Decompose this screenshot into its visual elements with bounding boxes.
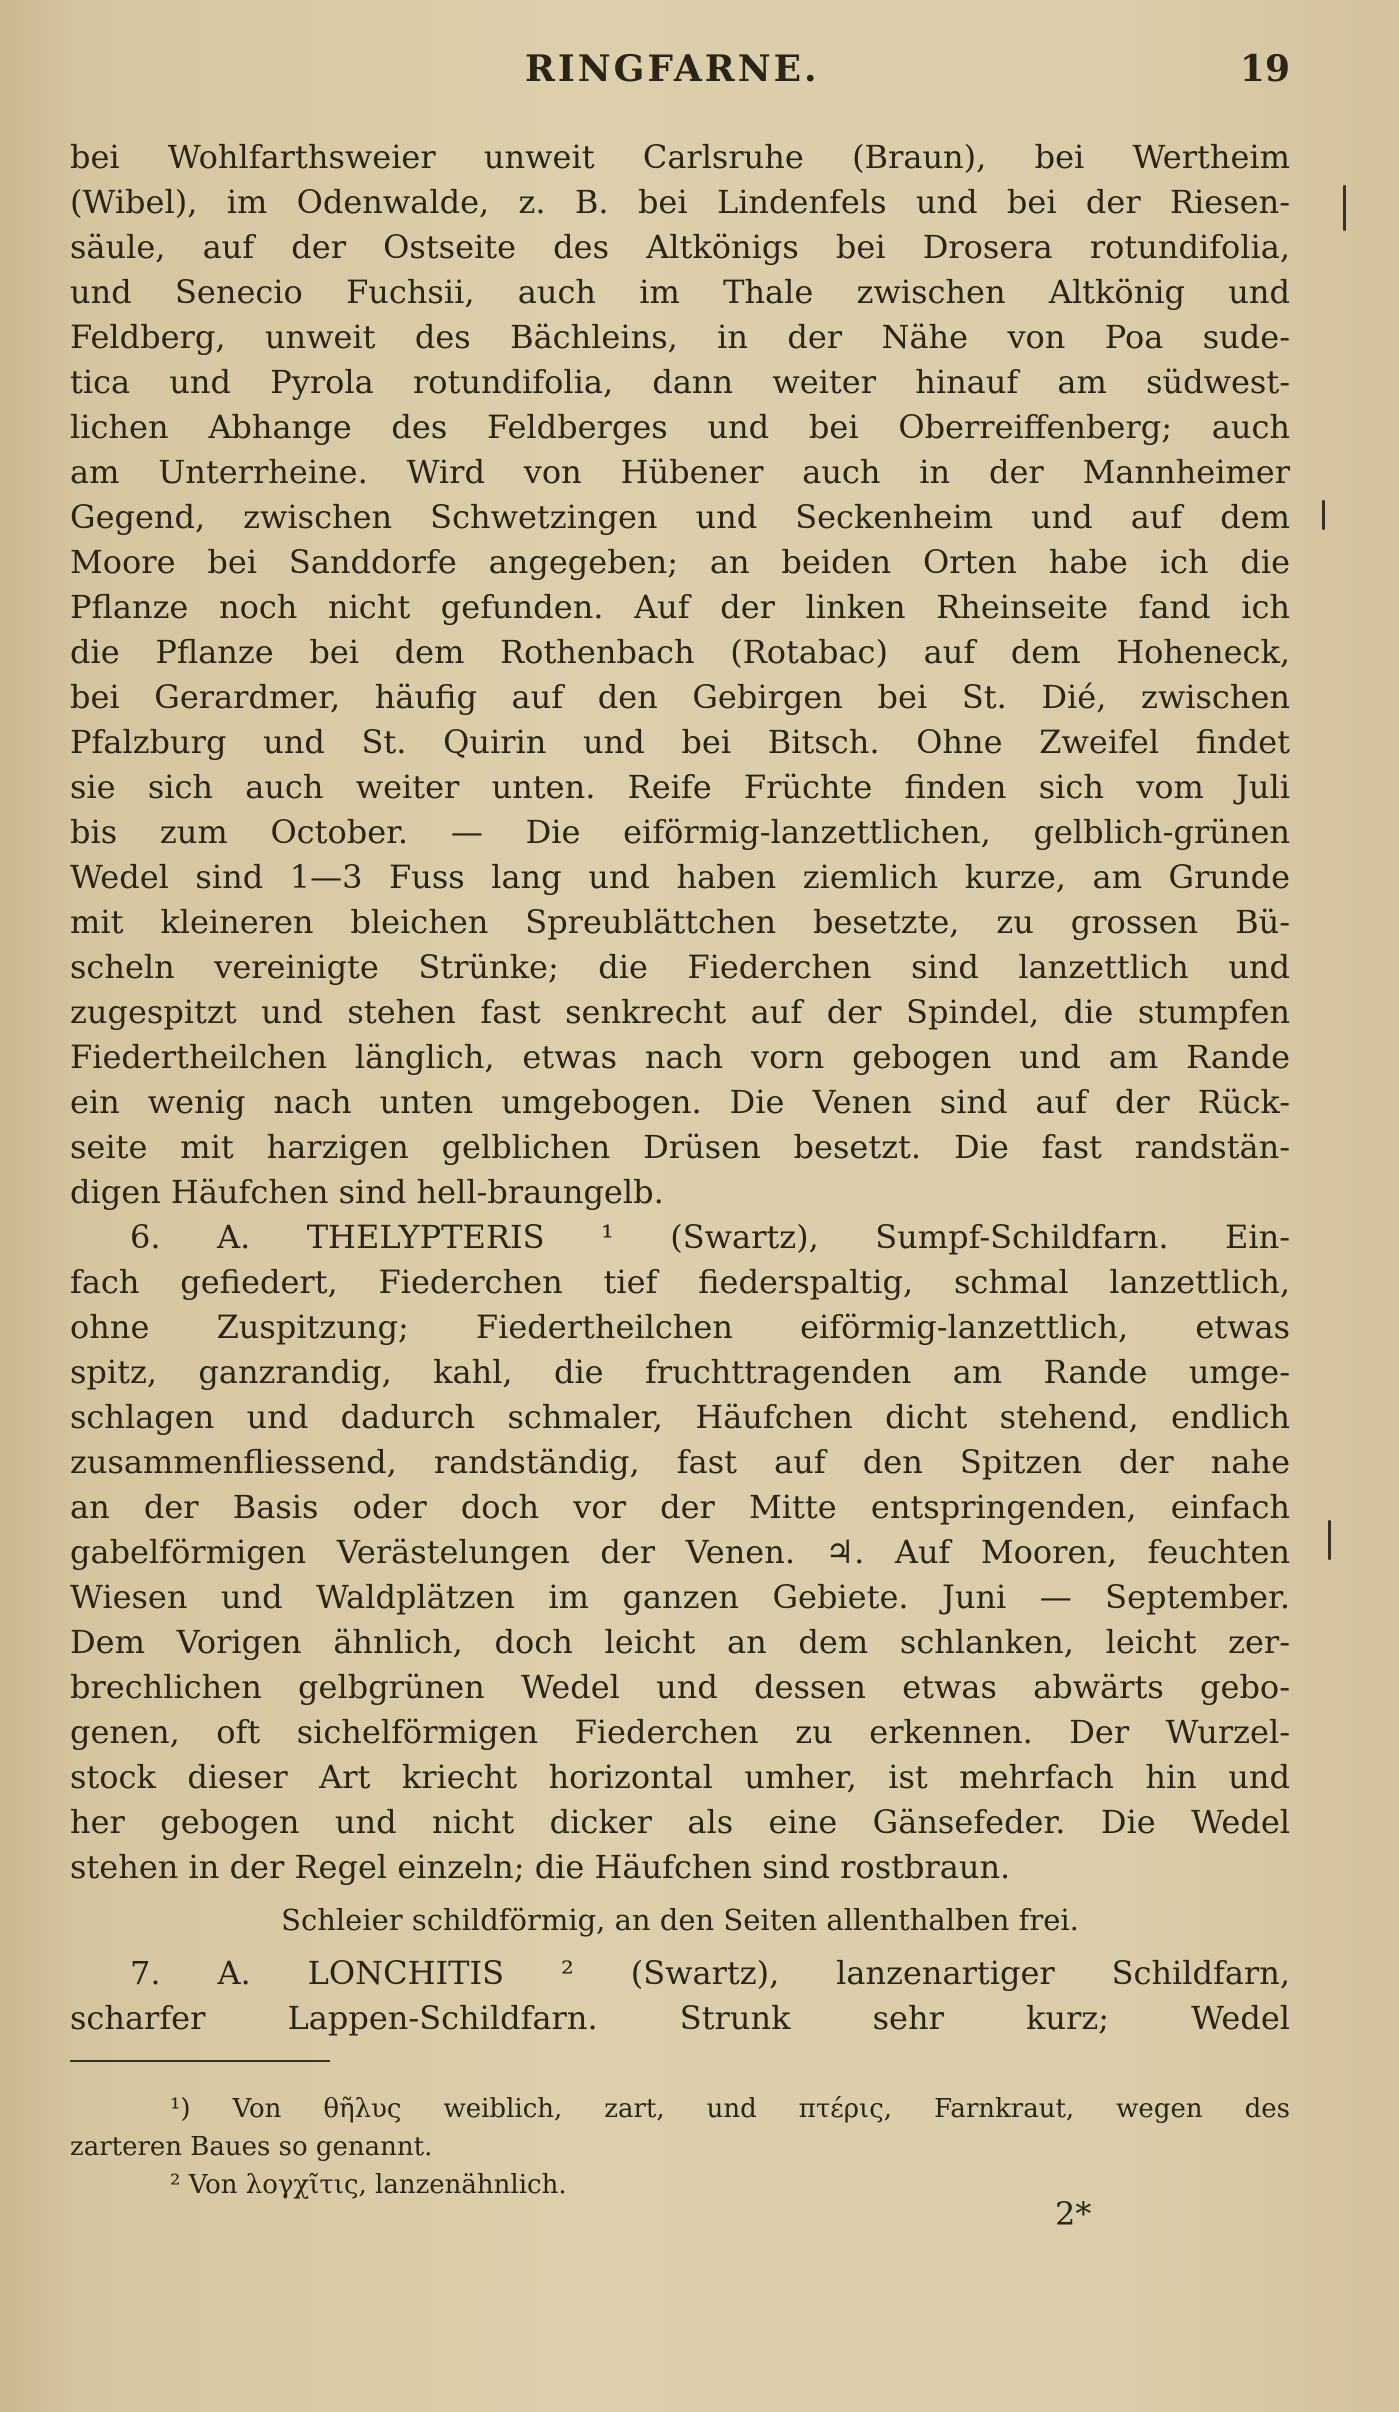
text-line: mit kleineren bleichen Spreublättchen besetzte, zu grossen Bü- xyxy=(70,903,1290,941)
text-line: Dem Vorigen ähnlich, doch leicht an dem schlanken, leicht zer- xyxy=(70,1623,1290,1661)
signature-mark: 2* xyxy=(1055,2195,1092,2233)
text-line: Pflanze noch nicht gefunden. Auf der linken Rheinseite fand ich xyxy=(70,588,1290,626)
text-line: zugespitzt und stehen fast senkrecht auf der Spindel, die stumpfen xyxy=(70,993,1290,1031)
footnotes xyxy=(70,2060,1290,2204)
text-line: Feldberg, unweit des Bächleins, in der Nähe von Poa sude- xyxy=(70,318,1290,356)
text-line: am Unterrheine. Wird von Hübener auch in der Mannheimer xyxy=(70,453,1290,491)
footnote-rule xyxy=(70,2060,330,2062)
footnote-2: ² Von λογχῖτις, lanzenähnlich. xyxy=(170,2170,567,2200)
footnote-1-continued: zarteren Baues so genannt. xyxy=(70,2132,433,2162)
text-line: sie sich auch weiter unten. Reife Früchte finden sich vom Juli xyxy=(70,768,1290,806)
text-line: ein wenig nach unten umgebogen. Die Venen sind auf der Rück- xyxy=(70,1083,1290,1121)
text-line: säule, auf der Ostseite des Altkönigs bei Drosera rotundifolia, xyxy=(70,228,1290,266)
subsection-heading: Schleier schildförmig, an den Seiten allenthalben frei. xyxy=(281,1903,1079,1937)
text-line: zusammenfliessend, randständig, fast auf den Spitzen der nahe xyxy=(70,1443,1290,1481)
text-line: Wedel sind 1—3 Fuss lang und haben ziemlich kurze, am Grunde xyxy=(70,858,1290,896)
text-line: Gegend, zwischen Schwetzingen und Seckenheim und auf dem xyxy=(70,498,1290,536)
text-line: genen, oft sichelförmigen Fiederchen zu erkennen. Der Wurzel- xyxy=(70,1713,1290,1751)
text-line: fach gefiedert, Fiederchen tief fiederspaltig, schmal lanzettlich, xyxy=(70,1263,1290,1301)
text-line: bei Wohlfarthsweier unweit Carlsruhe (Braun), bei Wertheim xyxy=(70,138,1290,176)
running-title: RINGFARNE. xyxy=(525,48,820,90)
text-line: Moore bei Sanddorfe angegeben; an beiden Orten habe ich die xyxy=(70,543,1290,581)
text-line: ohne Zuspitzung; Fiedertheilchen eiförmig-lanzettlich, etwas xyxy=(70,1308,1290,1346)
text-line: her gebogen und nicht dicker als eine Gänsefeder. Die Wedel xyxy=(70,1803,1290,1841)
text-line: spitz, ganzrandig, kahl, die fruchttragenden am Rande umge- xyxy=(70,1353,1290,1391)
text-line: digen Häufchen sind hell-braungelb. xyxy=(70,1173,664,1211)
text-line: Fiedertheilchen länglich, etwas nach vorn gebogen und am Rande xyxy=(70,1038,1290,1076)
text-line: bei Gerardmer, häufig auf den Gebirgen bei St. Dié, zwischen xyxy=(70,678,1290,716)
text-line: scharfer Lappen-Schildfarn. Strunk sehr kurz; Wedel xyxy=(70,1999,1290,2037)
text-line: schlagen und dadurch schmaler, Häufchen dicht stehend, endlich xyxy=(70,1398,1290,1436)
page-number: 19 xyxy=(1239,48,1290,90)
text-line: stock dieser Art kriecht horizontal umher, ist mehrfach hin und xyxy=(70,1758,1290,1796)
text-line: an der Basis oder doch vor der Mitte entspringenden, einfach xyxy=(70,1488,1290,1526)
main-text xyxy=(70,135,1290,2041)
text-line: und Senecio Fuchsii, auch im Thale zwischen Altkönig und xyxy=(70,273,1290,311)
text-line: (Wibel), im Odenwalde, z. B. bei Lindenfels und bei der Riesen- xyxy=(70,183,1290,221)
page-header xyxy=(70,48,1290,88)
text-line: stehen in der Regel einzeln; die Häufchen sind rostbraun. xyxy=(70,1848,1011,1886)
text-line: die Pflanze bei dem Rothenbach (Rotabac) auf dem Hoheneck, xyxy=(70,633,1290,671)
text-line: tica und Pyrola rotundifolia, dann weiter hinauf am südwest- xyxy=(70,363,1290,401)
text-line: brechlichen gelbgrünen Wedel und dessen etwas abwärts gebo- xyxy=(70,1668,1290,1706)
text-line: Wiesen und Waldplätzen im ganzen Gebiete. Juni — September. xyxy=(70,1578,1290,1616)
footnote-1: ¹) Von θῆλυς weiblich, zart, und πτέρις, Farnkraut, wegen des xyxy=(170,2094,1290,2124)
text-line: gabelförmigen Verästelungen der Venen. ♃. Auf Mooren, feuchten xyxy=(70,1533,1290,1571)
text-line: scheln vereinigte Strünke; die Fiederchen sind lanzettlich und xyxy=(70,948,1290,986)
margin-pencil-mark xyxy=(1328,1520,1331,1560)
text-line: seite mit harzigen gelblichen Drüsen besetzt. Die fast randstän- xyxy=(70,1128,1290,1166)
species-entry-lonchitis: 7. A. LONCHITIS ² (Swartz), lanzenartiger Schildfarn, xyxy=(130,1954,1290,1992)
text-line: lichen Abhange des Feldberges und bei Oberreiffenberg; auch xyxy=(70,408,1290,446)
text-line: bis zum October. — Die eiförmig-lanzettlichen, gelblich-grünen xyxy=(70,813,1290,851)
margin-pencil-mark xyxy=(1322,500,1325,530)
margin-pencil-mark xyxy=(1343,185,1346,231)
text-line: Pfalzburg und St. Quirin und bei Bitsch. Ohne Zweifel findet xyxy=(70,723,1290,761)
species-entry-thelypteris: 6. A. THELYPTERIS ¹ (Swartz), Sumpf-Schildfarn. Ein- xyxy=(130,1218,1290,1256)
